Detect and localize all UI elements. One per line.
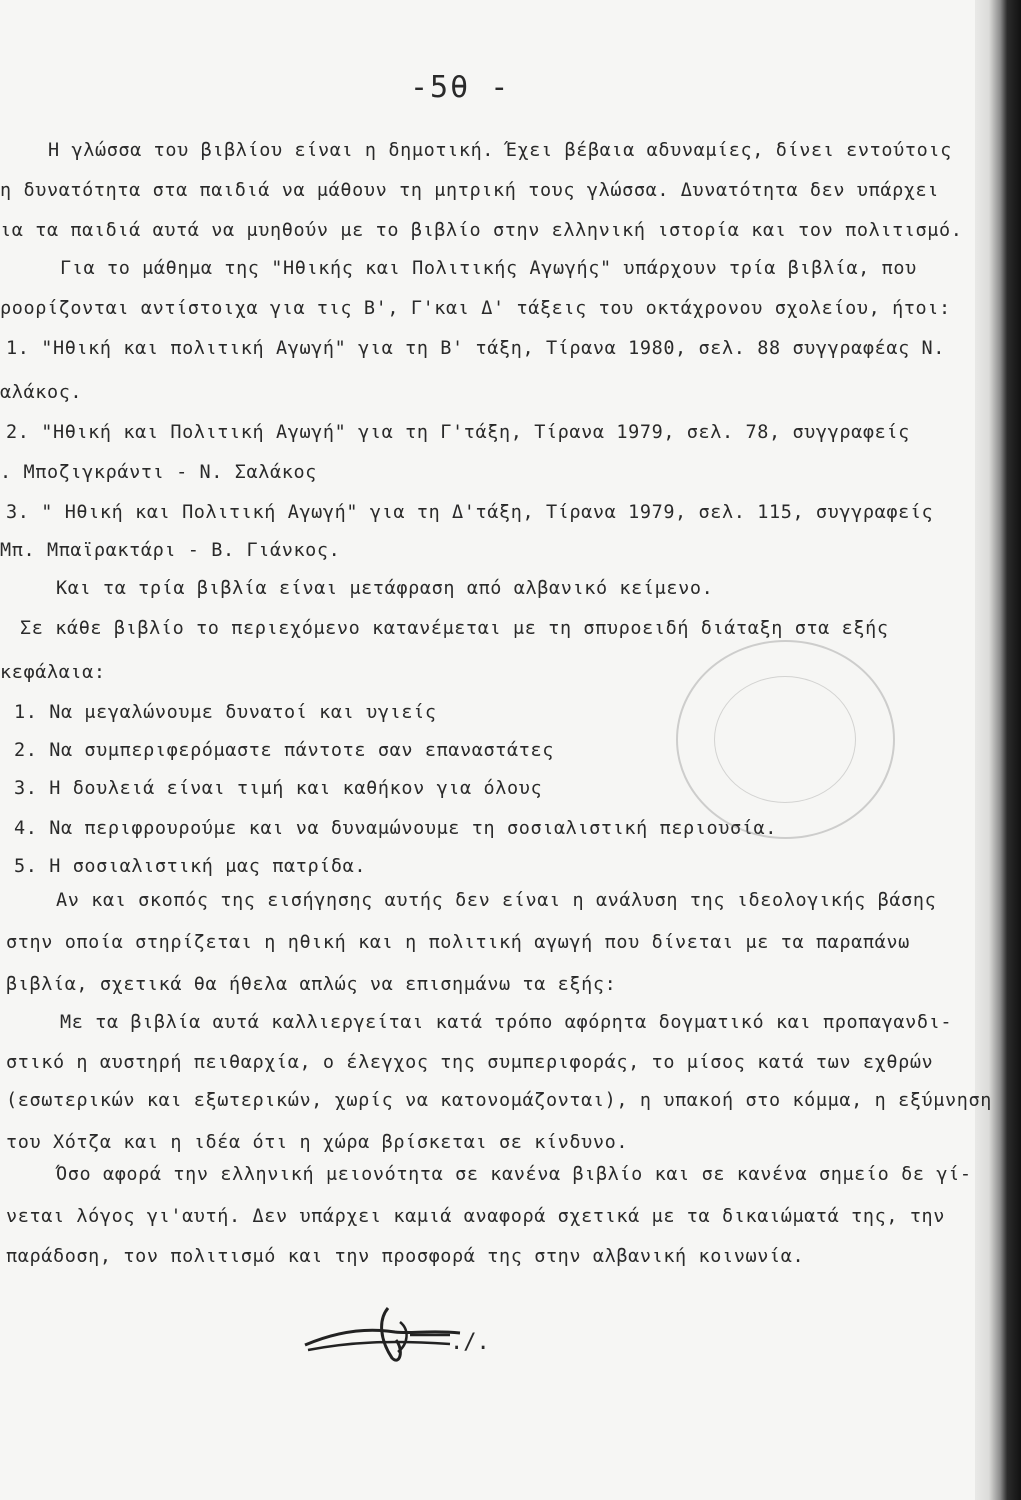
text-line: Με τα βιβλία αυτά καλλιεργείται κατά τρόπο αφόρητα δογματικό και προπαγανδι- bbox=[60, 1012, 953, 1033]
text-line: στικό η αυστηρή πειθαρχία, ο έλεγχος της συμπεριφοράς, το μίσος κατά των εχθρών bbox=[6, 1052, 934, 1073]
text-line: η δυνατότητα στα παιδιά να μάθουν τη μητρική τους γλώσσα. Δυνατότητα δεν υπάρχει bbox=[0, 180, 940, 201]
text-line: 3. " Ηθική και Πολιτική Αγωγή" για τη Δ'τάξη, Τίρανα 1979, σελ. 115, συγγραφείς bbox=[6, 502, 934, 523]
text-line: Και τα τρία βιβλία είναι μετάφραση από αλβανικό κείμενο. bbox=[56, 578, 714, 599]
text-line: 2. "Ηθική και Πολιτική Αγωγή" για τη Γ'τάξη, Τίρανα 1979, σελ. 78, συγγραφείς bbox=[6, 422, 910, 443]
text-line: Όσο αφορά την ελληνική μειονότητα σε κανένα βιβλίο και σε κανένα σημείο δε γί- bbox=[56, 1164, 972, 1185]
text-line: 3. Η δουλειά είναι τιμή και καθήκον για όλους bbox=[14, 778, 543, 799]
text-line: Η γλώσσα του βιβλίου είναι η δημοτική. Έχει βέβαια αδυναμίες, δίνει εντούτοις bbox=[48, 140, 952, 161]
text-line: Αν και σκοπός της εισήγησης αυτής δεν είναι η ανάλυση της ιδεολογικής βάσης bbox=[56, 890, 937, 911]
text-line: βιβλία, σχετικά θα ήθελα απλώς να επισημάνω τα εξής: bbox=[6, 974, 617, 995]
text-line: Σε κάθε βιβλίο το περιεχόμενο κατανέμεται με τη σπυροειδή διάταξη στα εξής bbox=[20, 618, 889, 639]
text-line: (εσωτερικών και εξωτερικών, χωρίς να κατονομάζονται), η υπακοή στο κόμμα, η εξύμνηση bbox=[6, 1090, 992, 1111]
handwritten-signature bbox=[300, 1300, 470, 1380]
text-line: ροορίζονται αντίστοιχα για τις Β', Γ'και Δ' τάξεις του οκτάχρονου σχολείου, ήτοι: bbox=[0, 298, 951, 319]
text-line: 4. Να περιφρουρούμε και να δυναμώνουμε τη σοσιαλιστική περιουσία. bbox=[14, 818, 777, 839]
stamp-inner-ring bbox=[714, 676, 856, 803]
text-line: 1. Να μεγαλώνουμε δυνατοί και υγιείς bbox=[14, 702, 437, 723]
text-line: στην οποία στηρίζεται η ηθική και η πολιτική αγωγή που δίνεται με τα παραπάνω bbox=[6, 932, 910, 953]
page-number: -5θ - bbox=[410, 70, 511, 105]
text-line: 2. Να συμπεριφερόμαστε πάντοτε σαν επαναστάτες bbox=[14, 740, 554, 761]
text-line: κεφάλαια: bbox=[0, 662, 106, 683]
text-line: Για το μάθημα της "Ηθικής και Πολιτικής Αγωγής" υπάρχουν τρία βιβλία, που bbox=[60, 258, 917, 279]
signature-suffix: ./. bbox=[450, 1330, 490, 1355]
text-line: . Μποζιγκράντι - Ν. Σαλάκος bbox=[0, 462, 317, 483]
faded-official-stamp bbox=[676, 640, 895, 839]
text-line: 5. Η σοσιαλιστική μας πατρίδα. bbox=[14, 856, 367, 877]
text-line: νεται λόγος γι'αυτή. Δεν υπάρχει καμιά αναφορά σχετικά με τα δικαιώματά της, την bbox=[6, 1206, 946, 1227]
text-line: Μπ. Μπαϊρακτάρι - Β. Γιάνκος. bbox=[0, 540, 341, 561]
text-line: του Χότζα και η ιδέα ότι η χώρα βρίσκεται σε κίνδυνο. bbox=[6, 1132, 629, 1153]
scan-binding-edge bbox=[975, 0, 1021, 1500]
text-line: αλάκος. bbox=[0, 382, 83, 403]
text-line: ια τα παιδιά αυτά να μυηθούν με το βιβλίο στην ελληνική ιστορία και τον πολιτισμό. bbox=[0, 220, 963, 241]
text-line: 1. "Ηθική και πολιτική Αγωγή" για τη Β' τάξη, Τίρανα 1980, σελ. 88 συγγραφέας Ν. bbox=[6, 338, 946, 359]
text-line: παράδοση, τον πολιτισμό και την προσφορά της στην αλβανική κοινωνία. bbox=[6, 1246, 805, 1267]
